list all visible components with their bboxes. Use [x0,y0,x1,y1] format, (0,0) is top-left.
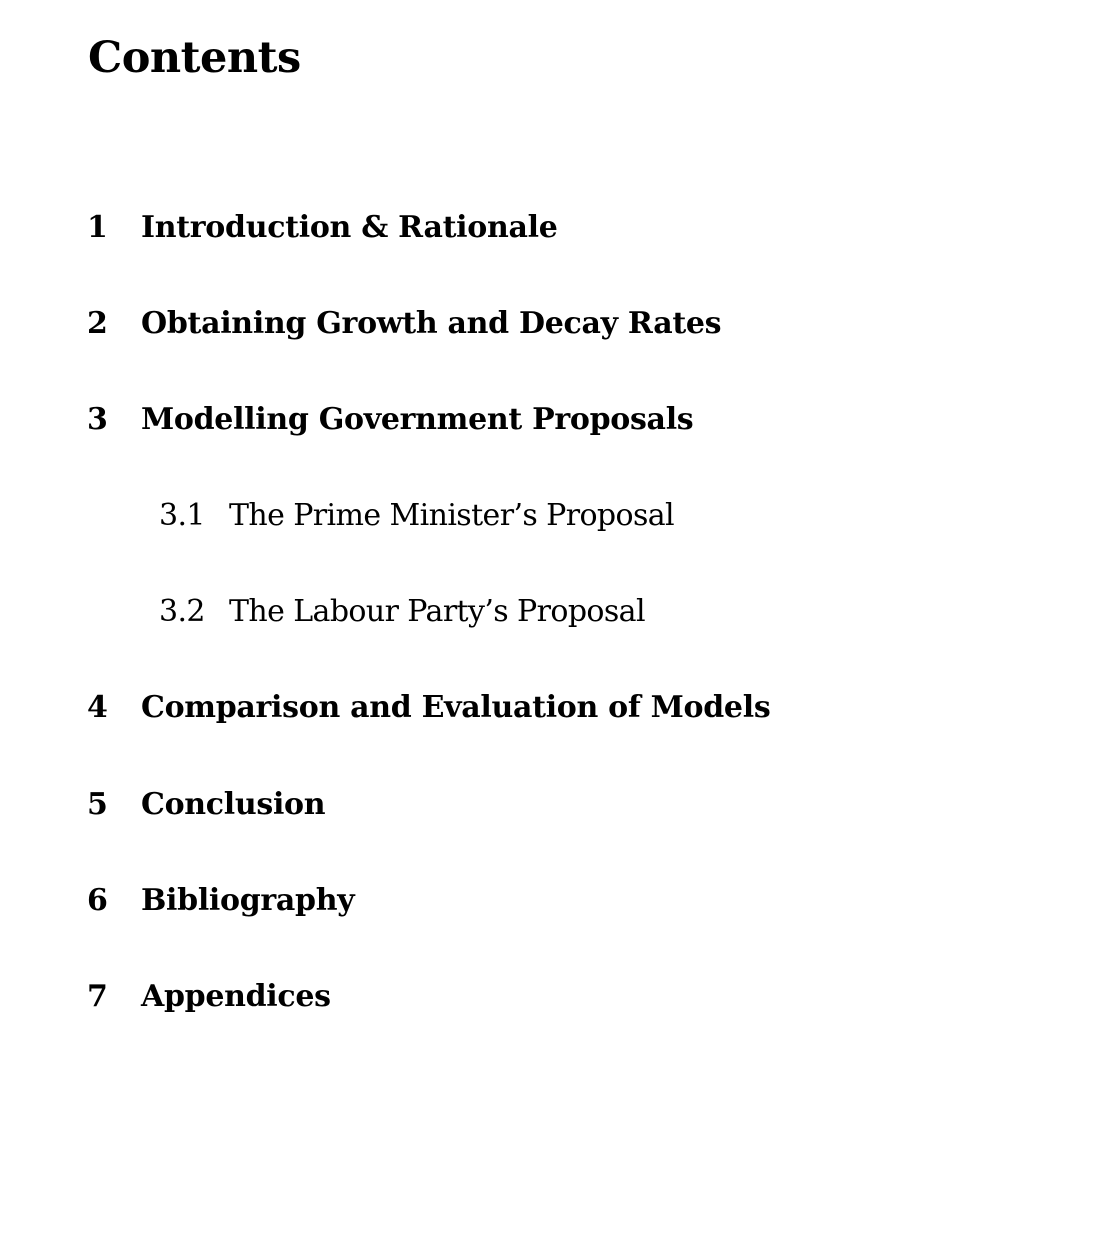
toc-entry-title[interactable]: Comparison and Evaluation of Models [141,690,771,725]
toc-entry-title[interactable]: Introduction & Rationale [141,210,558,245]
toc-entry-number: 3 [87,402,108,437]
toc-entry-number: 7 [87,979,108,1014]
toc-entry-number: 3.1 [159,498,205,533]
toc-entry-title[interactable]: Bibliography [141,883,355,918]
toc-entry-title[interactable]: Appendices [141,979,331,1014]
toc-entry-title[interactable]: Modelling Government Proposals [141,402,694,437]
toc-entry-number: 4 [87,690,108,725]
toc-entry-title[interactable]: Obtaining Growth and Decay Rates [141,306,722,341]
toc-entry-title[interactable]: Conclusion [141,787,326,822]
toc-entry-number: 1 [87,210,108,245]
toc-entry-number: 3.2 [159,594,205,629]
toc-entry-number: 6 [87,883,108,918]
toc-entry-number: 5 [87,787,108,822]
toc-entry-number: 2 [87,306,108,341]
toc-entry-title[interactable]: The Prime Minister’s Proposal [229,498,675,533]
toc-entry-title[interactable]: The Labour Party’s Proposal [229,594,645,629]
page-title: Contents [88,33,301,83]
